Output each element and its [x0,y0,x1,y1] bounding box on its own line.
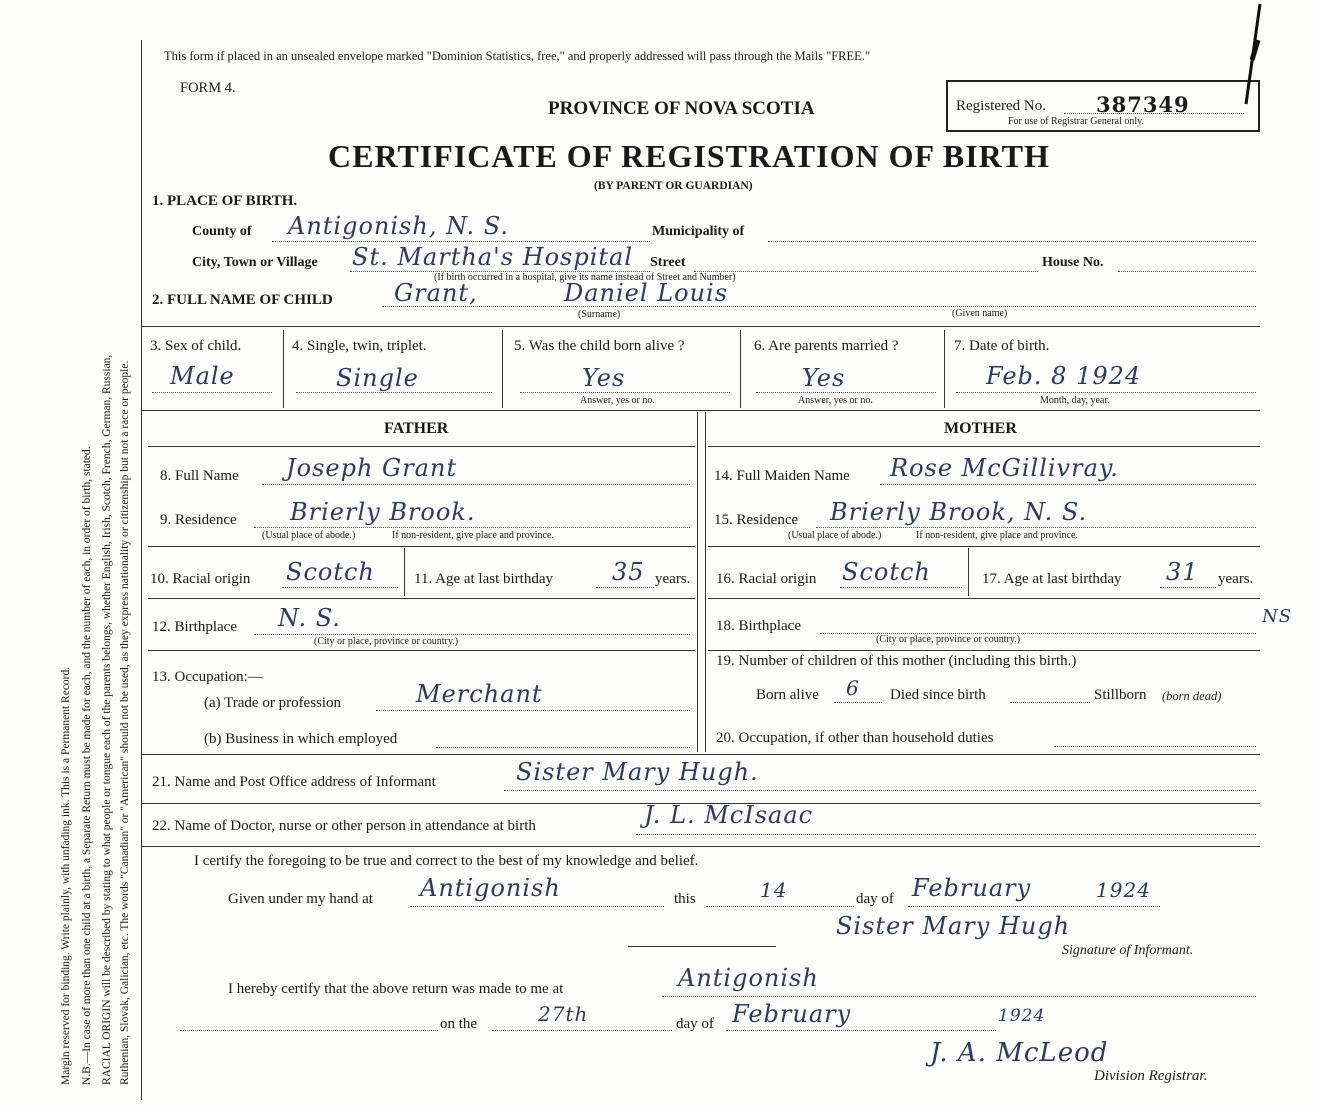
children-count-label: 19. Number of children of this mother (including this birth.) [716,653,1077,669]
registrar-date-lead-line [180,1030,438,1031]
parents-married-label: 6. Are parents married ? [754,338,899,354]
given-place-value: Antigonish [420,874,561,902]
child-given-name: Daniel Louis [564,279,729,307]
divider [708,446,1260,447]
birth-date-value: Feb. 8 1924 [986,362,1142,390]
informant-line [504,790,1256,791]
sex-label: 3. Sex of child. [150,338,242,354]
month-value: February [912,874,1032,902]
province-heading: PROVINCE OF NOVA SCOTIA [548,98,815,119]
county-label: County of [192,224,252,239]
informant-value: Sister Mary Hugh. [516,758,759,786]
registered-number: 387349 [1096,92,1190,117]
day-of-label: day of [856,891,894,907]
mother-age-years: years. [1218,571,1254,587]
on-the-label: on the [440,1016,478,1032]
given-place-line [410,906,664,907]
trade-label: (a) Trade or profession [204,695,342,711]
division-registrar-caption: Division Registrar. [1094,1068,1208,1084]
racial-origin-note: RACIAL ORIGIN will be described by stating to what people or tongue each of the parents belongs, whether English, Irish, Scotch, French, German, Russian, [101,354,113,1085]
born-alive-line [520,392,730,393]
birth-date-caption: Month, day, year. [1040,395,1110,406]
business-line [436,747,690,748]
registrar-signature: J. A. McLeod [930,1038,1109,1068]
city-value: St. Martha's Hospital [352,243,634,271]
parents-married-caption: Answer, yes or no. [798,395,873,406]
surname-caption: (Surname) [578,309,621,320]
divider [708,598,1260,599]
father-age-line [596,587,654,588]
registrar-day-value: 27th [538,1002,589,1026]
day-line [706,906,854,907]
divider [148,650,695,651]
pen-stroke-mark [1230,0,1270,110]
father-birthplace-line [254,634,690,635]
father-name-label: 8. Full Name [160,468,239,484]
divider [142,410,1260,411]
father-age-years: years. [655,571,691,587]
born-alive-count-value: 6 [846,676,860,700]
birth-date-line [956,392,1256,393]
divider [740,330,741,408]
mother-name-line [880,484,1256,485]
margin-line [141,40,142,1100]
mother-occupation-line [1054,746,1256,747]
multiple-birth-note: N.B.—In case of more than one child at a birth, a Separate Return must be made for each, and the number of each, in order of birth, stated. [81,446,93,1085]
mother-name-value: Rose McGillivray. [890,454,1119,482]
divider [148,446,695,447]
business-label: (b) Business in which employed [204,731,398,747]
mother-birthplace-value: NS [1262,606,1293,627]
father-age-label: 11. Age at last birthday [414,571,553,587]
this-label: this [674,891,696,907]
stillborn-note: (born dead) [1162,689,1222,703]
certify-statement: I certify the foregoing to be true and correct to the best of my knowledge and belief. [194,853,699,869]
divider [404,548,405,596]
county-line [272,241,650,242]
registrar-year-value: 1924 [998,1006,1046,1026]
sex-line [152,392,272,393]
mother-racial-label: 16. Racial origin [716,571,817,587]
divider [502,330,503,408]
mother-age-value: 31 [1166,558,1199,586]
divider [142,846,1260,847]
father-residence-line [254,527,690,528]
column-divider [697,412,698,752]
mother-abode-caption: (Usual place of abode.) [788,530,882,541]
divider [944,330,945,408]
doctor-value: J. L. McIsaac [644,801,814,829]
mother-age-label: 17. Age at last birthday [982,571,1122,587]
house-number-line [1118,271,1256,272]
registrar-month-value: February [732,1000,852,1028]
parents-married-line [756,392,936,393]
born-alive-caption: Answer, yes or no. [580,395,655,406]
mother-occupation-label: 20. Occupation, if other than household duties [716,730,994,746]
street-line [694,271,1038,272]
plurality-label: 4. Single, twin, triplet. [292,338,427,354]
divider [708,650,1260,651]
father-residence-value: Brierly Brook. [290,498,476,526]
father-age-value: 35 [612,558,645,586]
registrar-statement: I hereby certify that the above return was made to me at [228,981,564,997]
mother-heading: MOTHER [944,420,1017,437]
birth-date-label: 7. Date of birth. [954,338,1050,354]
father-abode-caption: (Usual place of abode.) [262,530,356,541]
plurality-value: Single [336,364,419,392]
registrar-day-of-label: day of [676,1016,714,1032]
street-label: Street [650,255,686,270]
mother-birthplace-label: 18. Birthplace [716,618,801,634]
registrar-place-value: Antigonish [678,964,819,992]
divider [283,330,284,408]
certificate-title: CERTIFICATE OF REGISTRATION OF BIRTH [328,138,1050,174]
mother-age-line [1160,587,1216,588]
died-since-birth-label: Died since birth [890,687,986,703]
given-under-hand-label: Given under my hand at [228,891,373,907]
informant-signature-caption: Signature of Informant. [1062,943,1194,958]
divider [148,546,695,547]
divider [142,326,1260,327]
father-residence-label: 9. Residence [160,512,237,528]
mother-residence-value: Brierly Brook, N. S. [830,498,1088,526]
registrar-month-line [726,1030,996,1031]
column-divider [705,412,706,752]
registrar-use-note: For use of Registrar General only. [1008,116,1144,127]
child-name-line [382,306,1256,307]
born-alive-count-label: Born alive [756,687,819,703]
parents-married-value: Yes [802,364,846,392]
plurality-line [296,392,492,393]
stillborn-label: Stillborn [1094,687,1147,703]
given-name-caption: (Given name) [952,308,1008,319]
place-of-birth-heading: 1. PLACE OF BIRTH. [152,193,298,209]
doctor-label: 22. Name of Doctor, nurse or other person in attendance at birth [152,818,536,834]
father-racial-value: Scotch [286,558,375,586]
municipality-label: Municipality of [652,224,745,239]
father-racial-line [282,587,398,588]
father-racial-label: 10. Racial origin [150,571,251,587]
mother-name-label: 14. Full Maiden Name [714,468,850,484]
registrar-place-line [662,996,1256,997]
margin-note: Margin reserved for binding. Write plainly, with unfading ink. This is a Permanent Record. [60,666,72,1085]
form-number: FORM 4. [180,80,236,96]
born-alive-value: Yes [582,364,626,392]
father-name-value: Joseph Grant [286,454,458,482]
mother-nonresident-caption: If non-resident, give place and province. [916,530,1078,541]
registrar-day-line [492,1030,672,1031]
county-value: Antigonish, N. S. [288,212,510,240]
certificate-subtitle: (BY PARENT OR GUARDIAN) [594,180,753,192]
child-surname: Grant, [394,279,478,307]
father-name-line [262,484,690,485]
born-alive-count-line [834,702,882,703]
year-value: 1924 [1096,878,1151,902]
trade-value: Merchant [416,680,543,708]
father-birthplace-value: N. S. [278,604,341,632]
house-number-label: House No. [1042,255,1104,270]
father-heading: FATHER [384,420,449,437]
father-birthplace-caption: (City or place, province or country.) [314,636,459,647]
mother-residence-line [816,527,1256,528]
born-alive-label: 5. Was the child born alive ? [514,338,685,354]
doctor-line [636,834,1256,835]
short-rule [628,946,776,947]
died-since-birth-line [1010,702,1090,703]
divider [968,548,969,596]
sex-value: Male [170,362,235,390]
child-name-label: 2. FULL NAME OF CHILD [152,292,333,308]
city-label: City, Town or Village [192,255,318,270]
divider [708,546,1260,547]
mother-racial-value: Scotch [842,558,931,586]
racial-origin-note-cont: Ruthenian, Slovak, Galician, etc. The words "Canadian" or "American" should not be used, as they express nationality or citizenship but not a race or people. [119,360,131,1085]
month-line [908,906,1160,907]
day-value: 14 [760,878,788,902]
occupation-label: 13. Occupation:— [152,669,263,685]
registered-label: Registered No. [956,98,1046,114]
mother-residence-label: 15. Residence [714,512,799,528]
trade-line [376,710,690,711]
hospital-note: (If birth occurred in a hospital, give its name instead of Street and Number) [434,272,736,283]
mother-racial-line [840,587,962,588]
mother-birthplace-caption: (City or place, province or country.) [876,634,1021,645]
mail-note: This form if placed in an unsealed envelope marked "Dominion Statistics, free," and properly addressed will pass through the Mails "FREE." [164,49,871,63]
divider [148,598,695,599]
informant-label: 21. Name and Post Office address of Informant [152,774,436,790]
divider [142,754,1260,755]
father-birthplace-label: 12. Birthplace [152,619,237,635]
father-nonresident-caption: If non-resident, give place and province. [392,530,554,541]
informant-signature: Sister Mary Hugh [836,912,1071,940]
municipality-line [768,241,1256,242]
